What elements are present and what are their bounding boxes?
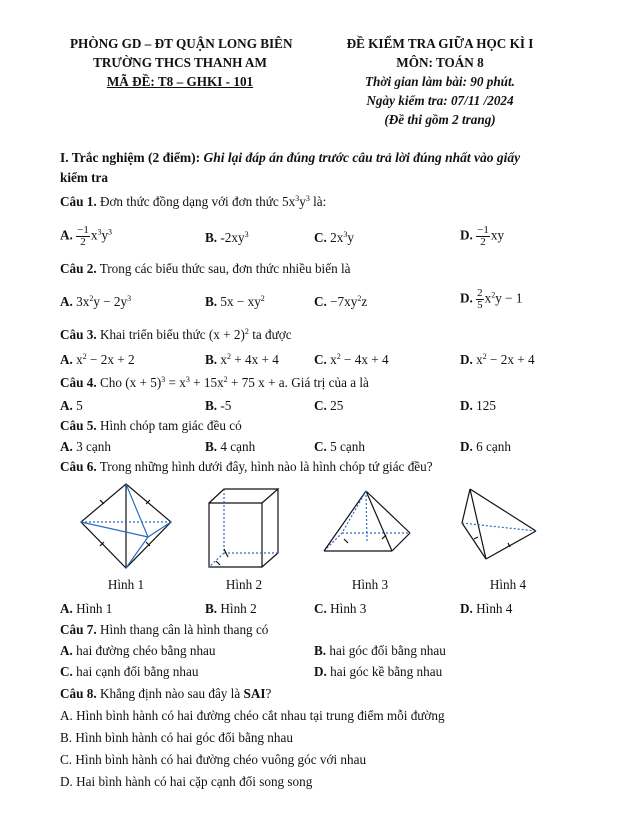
q5-stem: Câu 5. Hình chóp tam giác đều có <box>60 418 242 433</box>
q1-option-a[interactable]: A. $\frac{-1}{2}$ $x^3y^3$ <box>60 224 113 248</box>
q4-option-c[interactable]: C. 25 <box>314 398 344 413</box>
q6-option-b[interactable]: B. Hình 2 <box>205 601 257 616</box>
section-instruction-line2: kiểm tra <box>60 170 108 185</box>
figure-2-caption: Hình 2 <box>225 577 263 592</box>
q6-stem: Câu 6. Trong những hình dưới đây, hình nào là hình chóp tứ giác đều? <box>60 459 433 474</box>
q1-option-c[interactable]: C. $2x^3y$ <box>314 230 354 245</box>
q8-option-a[interactable]: A. Hình bình hành có hai đường chéo cắt nhau tại trung điểm mỗi đường <box>60 708 445 723</box>
q7-option-d[interactable]: D. hai góc kề bằng nhau <box>314 664 443 679</box>
q4-option-b[interactable]: B. -5 <box>205 398 232 413</box>
figure-4-caption: Hình 4 <box>489 577 527 592</box>
q1-text: Đơn thức đồng dạng với đơn thức <box>96 194 283 209</box>
q2-option-b[interactable]: B. $5x - xy^2$ <box>205 294 265 309</box>
q7-option-c[interactable]: C. hai cạnh đối bằng nhau <box>60 664 199 679</box>
subject: MÔN: TOÁN 8 <box>396 55 484 70</box>
q2-option-c[interactable]: C. $-7xy^2z$ <box>314 294 368 309</box>
q3-option-d[interactable]: D. $x^2 - 2x + 4$ <box>460 352 535 367</box>
figure-3-diagram <box>320 489 414 555</box>
q3-option-a[interactable]: A. $x^2 - 2x + 2$ <box>60 352 135 367</box>
q8-option-b[interactable]: B. Hình bình hành có hai góc đối bằng nhau <box>60 730 293 745</box>
q6-option-d[interactable]: D. Hình 4 <box>460 601 513 616</box>
q1-label: Câu 1. <box>60 194 97 209</box>
exam-code: MÃ ĐỀ: T8 – GHKI - 101 <box>106 74 254 89</box>
q4-option-d[interactable]: D. 125 <box>460 398 496 413</box>
q5-option-d[interactable]: D. 6 cạnh <box>460 439 511 454</box>
q5-option-a[interactable]: A. 3 cạnh <box>60 439 111 454</box>
q1-option-b[interactable]: B. $-2xy^3$ <box>205 230 249 245</box>
exam-title: ĐỀ KIỂM TRA GIỮA HỌC KÌ I <box>346 36 534 51</box>
q3-stem: Câu 3. Khai triển biểu thức $(x + 2)^2$ ta được <box>60 327 292 342</box>
q7-option-a[interactable]: A. hai đường chéo bằng nhau <box>60 643 216 658</box>
section-title: I. Trắc nghiệm (2 điểm): <box>60 150 201 165</box>
q1-stem <box>60 194 326 210</box>
q4-option-a[interactable]: A. 5 <box>60 398 83 413</box>
q2-stem: Câu 2. Trong các biểu thức sau, đơn thức nhiều biến là <box>60 261 351 276</box>
q2-option-a[interactable]: A. $3x^2y - 2y^3$ <box>60 294 132 309</box>
q1-option-d[interactable]: D. $\frac{-1}{2}$ xy <box>460 224 505 248</box>
school-name: TRƯỜNG THCS THANH AM <box>93 55 267 70</box>
figure-1-diagram <box>78 482 174 570</box>
page-count: (Đề thi gồm 2 trang) <box>384 112 496 127</box>
q1-expr: $5x^3y^3$ <box>282 194 310 209</box>
figure-1-caption: Hình 1 <box>107 577 145 592</box>
q7-option-b[interactable]: B. hai góc đối bằng nhau <box>314 643 446 658</box>
exam-date: Ngày kiểm tra: 07/11 /2024 <box>366 93 514 108</box>
q2-option-d[interactable]: D. $\frac{2}{5}$ $x^2y - 1$ <box>460 287 523 311</box>
q3-option-b[interactable]: B. $x^2 + 4x + 4$ <box>205 352 279 367</box>
q1-tail: là: <box>309 194 327 209</box>
section-heading <box>60 150 520 166</box>
q4-stem: Câu 4. Cho $(x + 5)^3 = x^3 + 15x^2 + 75$ x + a. Giá trị của a là <box>60 375 369 390</box>
figure-3-caption: Hình 3 <box>351 577 389 592</box>
figure-4-diagram <box>460 487 540 563</box>
q5-option-c[interactable]: C. 5 cạnh <box>314 439 365 454</box>
q8-option-d[interactable]: D. Hai bình hành có hai cặp cạnh đối song song <box>60 774 313 789</box>
q5-option-b[interactable]: B. 4 cạnh <box>205 439 256 454</box>
section-instruction: Ghi lại đáp án đúng trước câu trả lời đúng nhất vào giấy <box>200 150 521 165</box>
q6-option-a[interactable]: A. Hình 1 <box>60 601 113 616</box>
q6-option-c[interactable]: C. Hình 3 <box>314 601 367 616</box>
q3-option-c[interactable]: C. $x^2 - 4x + 4$ <box>314 352 389 367</box>
q8-stem: Câu 8. Khẳng định nào sau đây là SAI? <box>60 686 272 701</box>
q8-option-c[interactable]: C. Hình bình hành có hai đường chéo vuông góc với nhau <box>60 752 367 767</box>
figure-2-diagram <box>206 487 282 571</box>
dept-name: PHÒNG GD – ĐT QUẬN LONG BIÊN <box>70 36 293 51</box>
q7-stem: Câu 7. Hình thang cân là hình thang có <box>60 622 269 637</box>
duration: Thời gian làm bài: 90 phút. <box>365 74 515 89</box>
